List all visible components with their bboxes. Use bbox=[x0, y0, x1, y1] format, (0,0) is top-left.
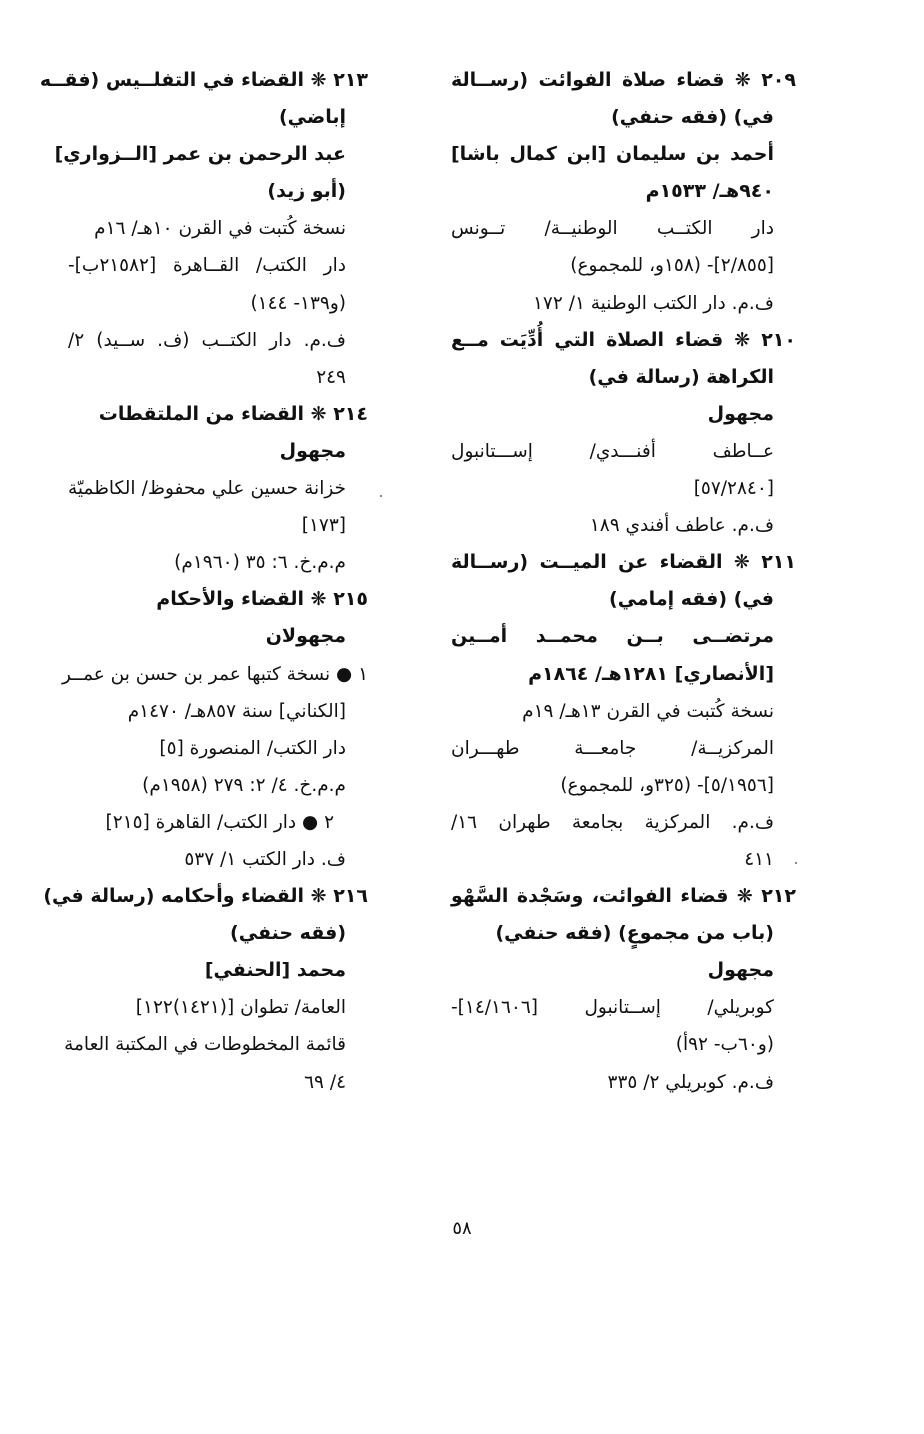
left-column-line: مجهول bbox=[279, 439, 346, 462]
right-column-line: [٥٧/٢٨٤٠] bbox=[693, 478, 774, 500]
right-column-line: أحمد بن سليمان [ابن كمال باشا] bbox=[451, 143, 774, 166]
left-column-line: ٢١٦ ❋ القضاء وأحكامه (رسالة في) bbox=[43, 885, 368, 908]
left-column-line: مجهولان bbox=[265, 625, 346, 648]
right-column-line: مجهول bbox=[707, 959, 774, 982]
right-column-line: عــاطف أفنـــدي/ إســـتانبول bbox=[451, 440, 774, 462]
left-column-line: دار الكتب/ القــاهرة [٢١٥٨٢ب]- bbox=[68, 255, 346, 277]
right-column-line: مرتضــى بــن محمــد أمــين bbox=[451, 625, 774, 648]
right-column-line: ف.م. المركزية بجامعة طهران ١٦/ bbox=[451, 811, 774, 833]
right-column-line: في) (فقه إمامي) bbox=[609, 588, 774, 611]
left-column-line: (فقه حنفي) bbox=[230, 922, 346, 945]
left-column-line: ف. دار الكتب ١/ ٥٣٧ bbox=[184, 848, 346, 870]
right-column-line: ٢١٠ ❋ قضاء الصلاة التي أُدِّيَت مــع bbox=[451, 328, 796, 351]
right-column-line: نسخة كُتبت في القرن ١٣هـ/ ١٩م bbox=[522, 700, 774, 722]
left-column-line: محمد [الحنفي] bbox=[204, 959, 346, 982]
right-column-line: [٥/١٩٥٦]- (٣٢٥و، للمجموع) bbox=[560, 774, 774, 796]
scan-speck bbox=[795, 862, 797, 864]
right-column bbox=[451, 62, 796, 1101]
right-column-line: ٢١٢ ❋ قضاء الفوائت، وسَجْدة السَّهْو bbox=[451, 885, 796, 908]
right-column-line: دار الكتــب الوطنيــة/ تــونس bbox=[451, 218, 774, 240]
right-column-line: كوبريلي/ إســتانبول [١٤/١٦٠٦]- bbox=[451, 997, 774, 1019]
left-column-line: نسخة كُتبت في القرن ١٠هـ/ ١٦م bbox=[94, 218, 346, 240]
right-column-line: ف.م. دار الكتب الوطنية ١/ ١٧٢ bbox=[533, 292, 774, 314]
left-column bbox=[39, 62, 368, 1101]
right-column-line: مجهول bbox=[707, 402, 774, 425]
right-column-line: ف.م. عاطف أفندي ١٨٩ bbox=[589, 515, 774, 537]
right-column-line: المركزيــة/ جامعـــة طهـــران bbox=[451, 737, 774, 759]
left-column-line: خزانة حسين علي محفوظ/ الكاظميّة bbox=[68, 478, 346, 500]
left-column-line: (أبو زيد) bbox=[267, 180, 346, 203]
left-column-line: [١٧٣] bbox=[301, 515, 346, 537]
right-column-line: ٢١١ ❋ القضاء عن الميــت (رســالة bbox=[451, 551, 796, 574]
left-column-line: ٢١٣ ❋ القضاء في التفلــيس (فقــه bbox=[39, 69, 368, 91]
left-column-line: ٤/ ٦٩ bbox=[304, 1071, 346, 1093]
left-column-line: ٢١٤ ❋ القضاء من الملتقطات bbox=[98, 402, 368, 425]
page-number: ٥٨ bbox=[452, 1218, 472, 1239]
right-column-line: في) (فقه حنفي) bbox=[611, 106, 774, 129]
right-column-line: الكراهة (رسالة في) bbox=[588, 365, 774, 388]
left-column-line: إباضي) bbox=[278, 106, 346, 129]
left-column-line: م.م.خ. ٦: ٣٥ (١٩٦٠م) bbox=[174, 552, 346, 574]
right-column-line: ٩٤٠هـ/ ١٥٣٣م bbox=[645, 180, 774, 203]
left-column-line: ١ ● نسخة كتبها عمر بن حسن بن عمــر bbox=[62, 663, 368, 685]
right-column-line: (باب من مجموعٍ) (فقه حنفي) bbox=[495, 922, 774, 945]
left-column-line: العامة/ تطوان [(١٤٢١)١٢٢] bbox=[135, 997, 346, 1019]
scan-speck bbox=[380, 495, 382, 497]
right-column-line: (و٦٠ب- ٩٢أ) bbox=[675, 1034, 774, 1056]
left-column-line: دار الكتب/ المنصورة [٥] bbox=[159, 737, 346, 759]
left-column-line: م.م.خ. ٤/ ٢: ٢٧٩ (١٩٥٨م) bbox=[142, 774, 346, 796]
left-column-line: عبد الرحمن بن عمر [الــزواري] bbox=[54, 143, 346, 166]
left-column-line: قائمة المخطوطات في المكتبة العامة bbox=[64, 1034, 346, 1056]
right-column-line: ف.م. كوبريلي ٢/ ٣٣٥ bbox=[607, 1071, 774, 1093]
left-column-line: ٢١٥ ❋ القضاء والأحكام bbox=[156, 588, 368, 611]
left-column-line: [الكناني] سنة ٨٥٧هـ/ ١٤٧٠م bbox=[127, 700, 346, 722]
right-column-line: [الأنصاري] ١٢٨١هـ/ ١٨٦٤م bbox=[528, 662, 774, 685]
left-column-line: ف.م. دار الكتــب (ف. ســيد) ٢/ bbox=[68, 329, 346, 351]
right-column-line: [٢/٨٥٥]- (١٥٨و، للمجموع) bbox=[570, 255, 774, 277]
left-column-line: ٢٤٩ bbox=[316, 366, 346, 388]
left-column-line: ٢ ● دار الكتب/ القاهرة [٢١٥] bbox=[105, 811, 334, 833]
right-column-line: ٢٠٩ ❋ قضاء صلاة الفوائت (رســالة bbox=[451, 69, 796, 91]
right-column-line: ٤١١ bbox=[744, 848, 774, 870]
left-column-line: (و١٣٩- ١٤٤) bbox=[250, 292, 346, 314]
